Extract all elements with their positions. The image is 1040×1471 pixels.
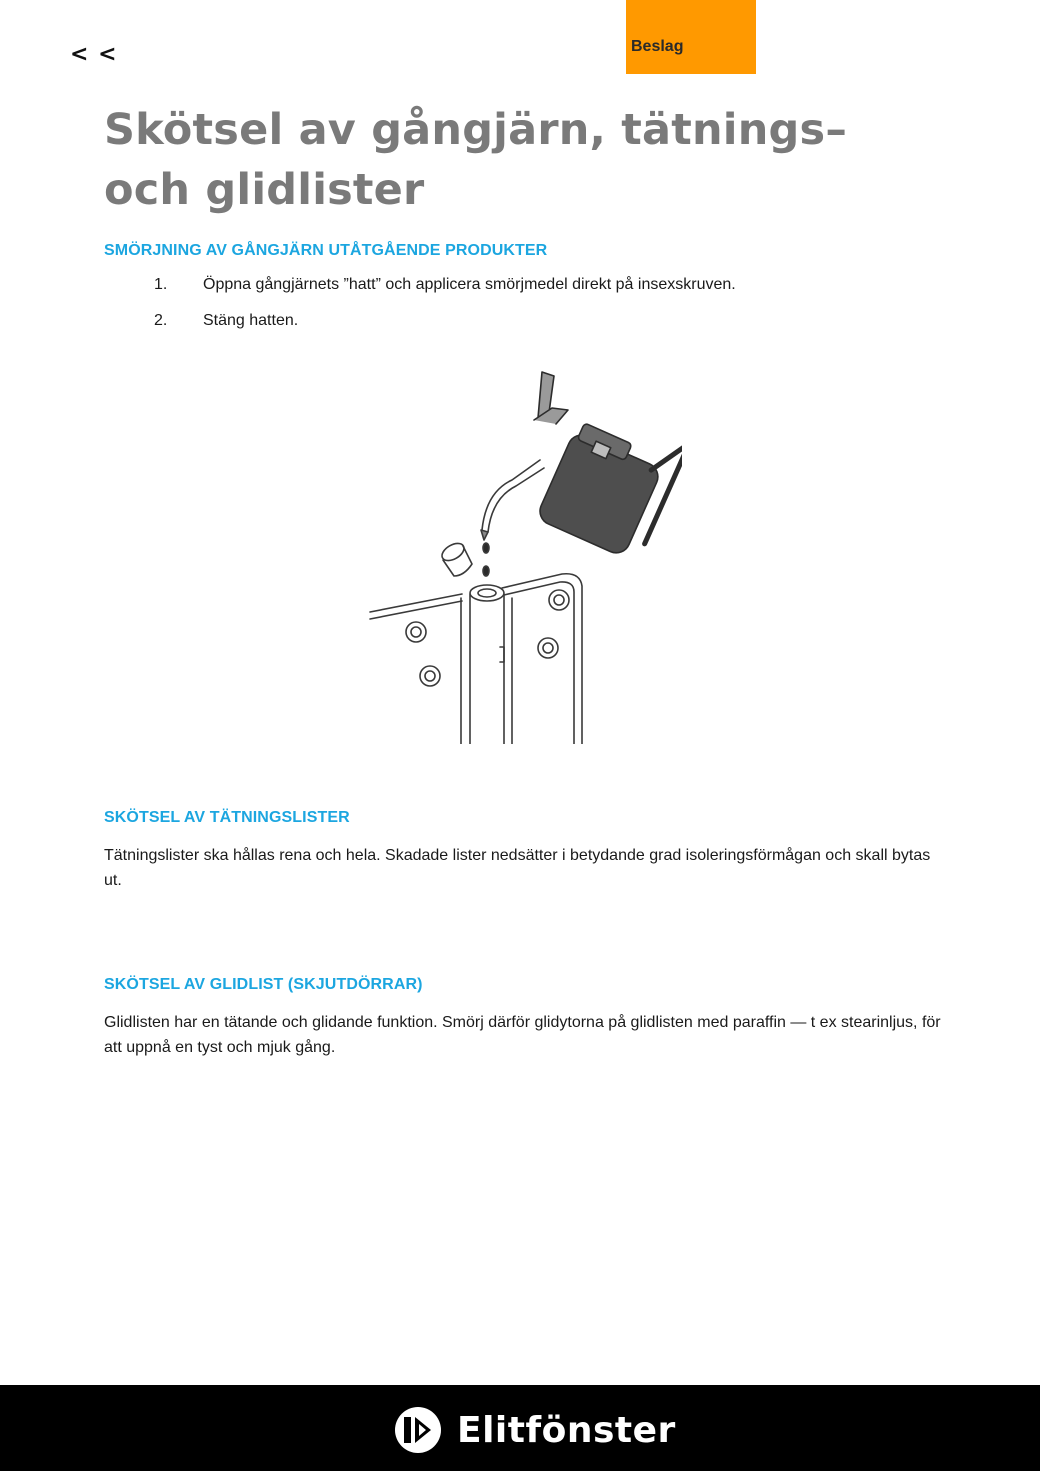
category-tab-label: Beslag	[631, 38, 684, 55]
step-text: Stäng hatten.	[203, 312, 299, 329]
back-link[interactable]: < <	[70, 42, 118, 67]
hinge-oil-can-illustration	[362, 362, 682, 744]
footer-bar	[0, 1385, 1040, 1471]
elitfonster-logo-icon	[393, 1405, 443, 1455]
section-heading-lubrication: SMÖRJNING AV GÅNGJÄRN UTÅTGÅENDE PRODUKTER	[104, 242, 548, 259]
category-tab[interactable]	[626, 0, 756, 74]
step-text: Öppna gångjärnets ”hatt” och applicera smörjmedel direkt på insexskruven.	[203, 276, 736, 293]
section-heading-sliding-strip: SKÖTSEL AV GLIDLIST (SKJUTDÖRRAR)	[104, 976, 423, 993]
seals-paragraph: Tätningslister ska hållas rena och hela. Skadade lister nedsätter i betydande grad isoleringsförmågan och skall bytas ut.	[104, 847, 931, 889]
section-heading-seals: SKÖTSEL AV TÄTNINGSLISTER	[104, 809, 350, 826]
step-number: 2.	[154, 312, 168, 329]
brand-name: Elitfönster	[457, 1409, 676, 1451]
page-title: Skötsel av gångjärn, tätnings– och glidlister	[104, 105, 848, 215]
sliding-strip-paragraph: Glidlisten har en tätande och glidande funktion. Smörj därför glidytorna på glidlisten med paraffin — t ex stearinljus, för att uppnå en tyst och mjuk gång.	[104, 1014, 941, 1056]
step-number: 1.	[154, 276, 168, 293]
brand-logo	[393, 1405, 676, 1455]
